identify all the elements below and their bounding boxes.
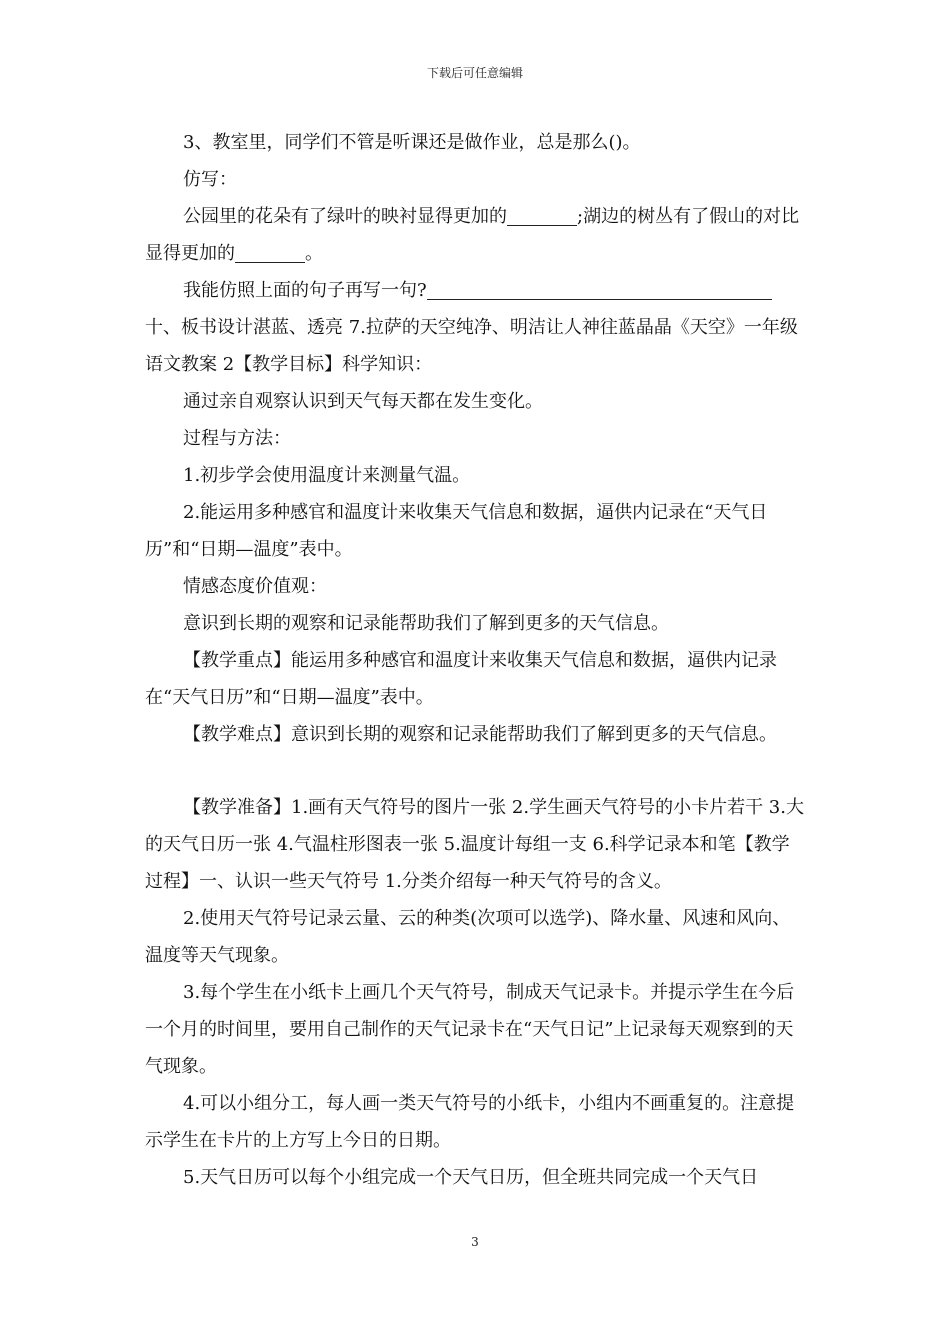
fill-in-blank: [427, 277, 772, 300]
paragraph-3-part-1: 公园里的花朵有了绿叶的映衬显得更加的: [183, 206, 507, 227]
paragraph-16: 3.每个学生在小纸卡上画几个天气符号，制成天气记录卡。并提示学生在今后一个月的时间里，要用自己制作的天气记录卡在“天气日记”上记录每天观察到的天气现象。: [145, 982, 795, 1077]
paragraph-3-part-2: ;湖边的树丛有了假山的对比显得更加的: [145, 206, 800, 264]
paragraph-17: 4.可以小组分工，每人画一类天气符号的小纸卡，小组内不画重复的。注意提示学生在卡片的上方写上今日的日期。: [145, 1093, 795, 1151]
paragraph-11: 意识到长期的观察和记录能帮助我们了解到更多的天气信息。: [183, 613, 669, 634]
paragraph-10: 情感态度价值观：: [183, 576, 327, 597]
paragraph-18: 5.天气日历可以每个小组完成一个天气日历，但全班共同完成一个天气日: [183, 1167, 759, 1188]
paragraph-1: 3、教室里，同学们不管是听课还是做作业，总是那么()。: [183, 132, 641, 153]
paragraph-3-part-3: 。: [305, 243, 323, 264]
paragraph-4: [145, 272, 807, 309]
paragraph-13: 【教学难点】意识到长期的观察和记录能帮助我们了解到更多的天气信息。: [183, 724, 777, 745]
paragraph-9: 2.能运用多种感官和温度计来收集天气信息和数据，逼供内记录在“天气日历”和“日期—温度”表中。: [145, 502, 768, 560]
page-number: 3: [471, 1235, 479, 1249]
paragraph-3: [145, 198, 807, 272]
paragraph-2: 仿写：: [183, 169, 237, 190]
fill-in-blank: [235, 240, 305, 263]
paragraph-7: 过程与方法：: [183, 428, 291, 449]
paragraph-14: 【教学准备】1.画有天气符号的图片一张 2.学生画天气符号的小卡片若干 3.大的天气日历一张 4.气温柱形图表一张 5.温度计每组一支 6.科学记录本和笔【教学过程】一、认识一些天气符号 1.分类介绍每一种天气符号的含义。: [145, 797, 804, 892]
page-header: 下载后可任意编辑: [426, 66, 523, 80]
paragraph-15: 2.使用天气符号记录云量、云的种类(次项可以选学)、降水量、风速和风向、温度等天气现象。: [145, 908, 791, 966]
blank-line: [145, 753, 807, 789]
paragraph-12: 【教学重点】能运用多种感官和温度计来收集天气信息和数据，逼供内记录在“天气日历”和“日期—温度”表中。: [145, 650, 777, 708]
paragraph-4-text: 我能仿照上面的句子再写一句?: [183, 280, 427, 301]
paragraph-8: 1.初步学会使用温度计来测量气温。: [183, 465, 471, 486]
paragraph-5: 十、板书设计湛蓝、透亮 7.拉萨的天空纯净、明洁让人神往蓝晶晶《天空》一年级语文教案 2【教学目标】科学知识：: [145, 317, 798, 375]
fill-in-blank: [507, 203, 577, 226]
paragraph-6: 通过亲自观察认识到天气每天都在发生变化。: [183, 391, 543, 412]
document-body: [145, 124, 807, 1196]
